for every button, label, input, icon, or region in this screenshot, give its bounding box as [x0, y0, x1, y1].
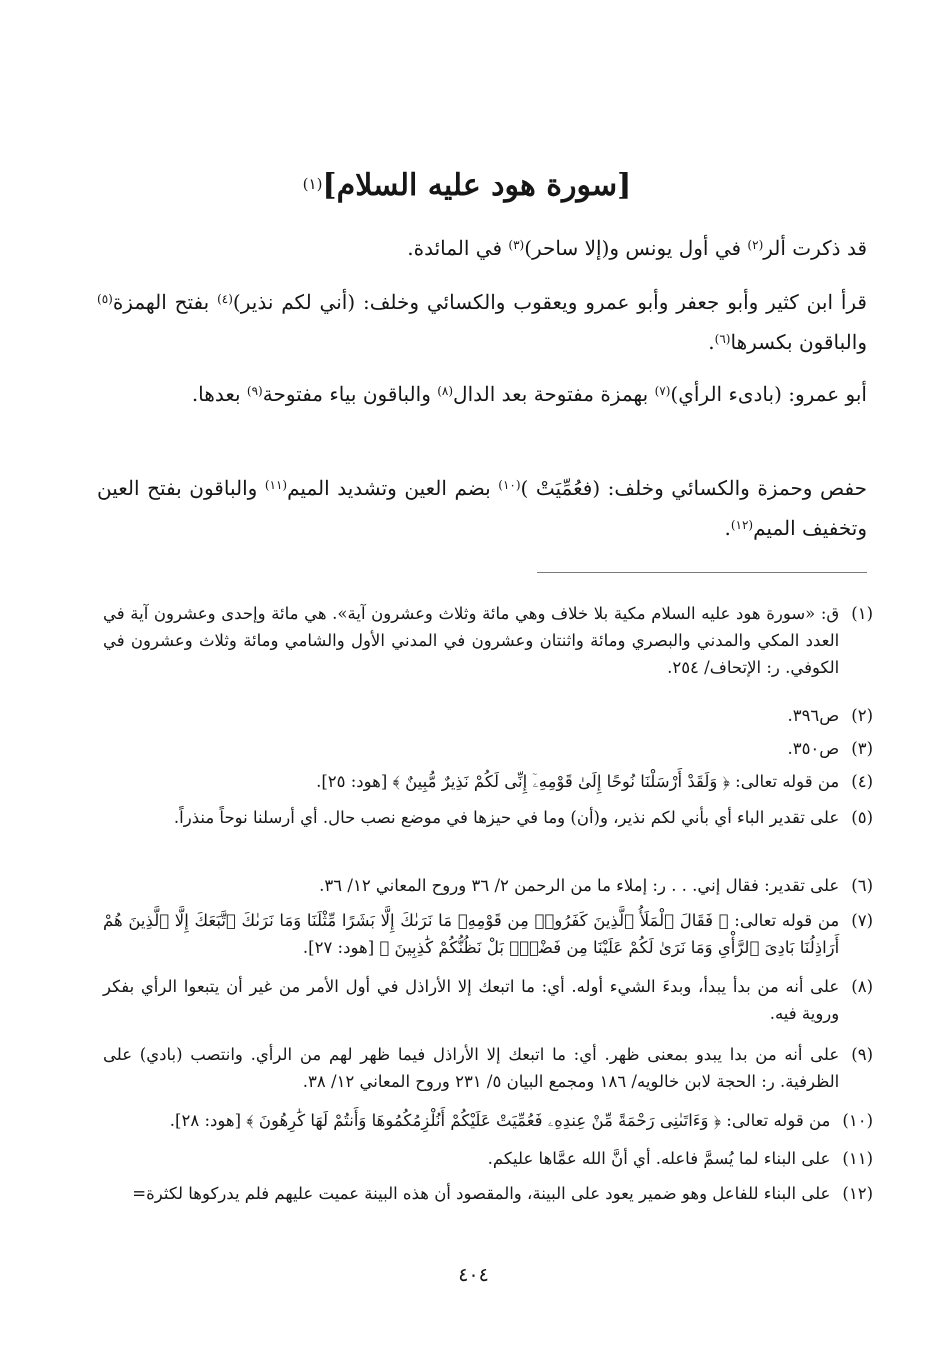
footnote-number: (٦) [851, 876, 873, 895]
paragraph-text: . [724, 516, 731, 540]
footnote-number: (٩) [851, 1045, 873, 1064]
title-footnote-ref: (١) [302, 175, 323, 193]
footnote-3 [103, 735, 873, 762]
paragraph-text: والباقون بياء مفتوحة [262, 382, 438, 406]
paragraph-text: بضم العين وتشديد الميم [287, 476, 499, 500]
footnote-separator [537, 572, 867, 573]
paragraph-3 [97, 374, 867, 414]
footnote-5 [103, 804, 873, 831]
footnote-ref: (٤) [217, 292, 233, 306]
footnote-number: (٣) [851, 739, 873, 758]
footnote-number: (١٠) [842, 1111, 873, 1130]
paragraph-text: . [708, 330, 715, 354]
paragraph-text: بفتح الهمزة [112, 290, 218, 314]
paragraph-2 [97, 282, 867, 362]
paragraph-text: قرأ ابن كثير وأبو جعفر وأبو عمرو ويعقوب والكسائي وخلف: (أني لكم نذير) [232, 290, 867, 314]
footnote-number: (٧) [851, 911, 873, 930]
footnote-number: (١) [851, 604, 873, 623]
footnote-10 [103, 1107, 873, 1134]
footnote-number: (٢) [851, 706, 873, 725]
footnote-11 [103, 1145, 873, 1172]
footnote-ref: (١٠) [498, 478, 521, 492]
paragraph-text: والباقون بكسرها [730, 330, 867, 354]
footnote-ref: (١٢) [730, 518, 754, 532]
footnote-12 [103, 1180, 873, 1207]
footnote-text: على تقدير: فقال إني. . . ر: إملاء ما من الرحمن ٢/ ٣٦ وروح المعاني ١٢/ ٣٦. [319, 876, 840, 895]
paragraph-text: حفص وحمزة والكسائي وخلف: (فعُمِّيَتْ ) [520, 476, 867, 500]
paragraph-text: في المائدة. [407, 236, 509, 260]
footnote-ref: (٩) [246, 384, 263, 398]
page-number: ٤٠٤ [458, 1264, 489, 1286]
footnote-text: على تقدير الباء أي بأني لكم نذير، و(أن) وما في حيزها في موضع نصب حال. أي أرسلنا نوحاً منذراً. [173, 808, 840, 827]
footnote-ref: (٧) [654, 384, 671, 398]
footnote-ref: (٣) [508, 238, 525, 252]
paragraph-text: قد ذكرت ألر [763, 236, 867, 260]
footnote-text: على أنه من بدا يبدو بمعنى ظهر. أي: ما اتبعك إلا الأراذل فيما ظهر لهم من الرأي. وانتصب (بادي) على الظرفية. ر: الحجة لابن خالويه/ ١٨٦ ومجمع البيان ٥/ ٢٣١ وروح المعاني ١٢/ ٣٨. [103, 1045, 840, 1091]
footnote-text: ق: «سورة هود عليه السلام مكية بلا خلاف وهي مائة وثلاث وعشرون آية». هي مائة وإحدى وعشرون آية في العدد المكي والمدني والبصري ومائة واثنتان وعشرون في المدني الأول والشامي ومائة وثلاث وعشرون في الكوفي. ر: الإتحاف/ ٢٥٤. [103, 604, 840, 677]
footnote-ref: (٢) [747, 238, 764, 252]
footnote-text: من قوله تعالى: ﴿ وَءَاتَىٰنِى رَحْمَةً مِّنْ عِندِهِۦ فَعُمِّيَتْ عَلَيْكُمْ أَنُلْزِمُكُمُوهَا وَأَنتُمْ لَهَا كَٰرِهُونَ ﴾ [هود: ٢٨]. [169, 1111, 831, 1130]
footnote-text: ص٣٩٦. [787, 706, 840, 725]
footnote-4 [103, 768, 873, 795]
footnote-7 [103, 907, 873, 961]
footnote-number: (٥) [851, 808, 873, 827]
footnote-6 [103, 872, 873, 899]
footnote-ref: (١١) [264, 478, 288, 492]
footnote-text: على البناء لما يُسمَّ فاعله. أي أنَّ الله عمَّاها عليكم. [487, 1149, 831, 1168]
paragraph-text: والباقون بفتح العين وتخفيف الميم [97, 476, 867, 540]
paragraph-1 [97, 228, 867, 268]
footnote-1 [103, 600, 873, 681]
footnote-number: (٤) [851, 772, 873, 791]
paragraph-text: أبو عمرو: (بادىء الرأي) [670, 382, 867, 406]
footnote-number: (١١) [842, 1149, 873, 1168]
paragraph-text: بهمزة مفتوحة بعد الدال [453, 382, 655, 406]
footnote-text: من قوله تعالى: ﴿ وَلَقَدْ أَرْسَلْنَا نُوحًا إِلَىٰ قَوْمِهِۦٓ إِنِّى لَكُمْ نَذِيرٌ مُّبِينٌ ﴾ [هود: ٢٥]. [316, 772, 840, 791]
footnote-ref: (٥) [97, 292, 113, 306]
paragraph-text: في أول يونس و(إلا ساحر) [524, 236, 748, 260]
surah-title-text: [سورة هود عليه السلام] [322, 168, 632, 203]
paragraph-4 [97, 468, 867, 548]
footnote-ref: (٨) [437, 384, 454, 398]
footnote-ref: (٦) [714, 332, 731, 346]
footnote-text: ص٣٥٠. [787, 739, 840, 758]
footnote-number: (٨) [851, 977, 873, 996]
paragraph-text: بعدها. [191, 382, 247, 406]
footnote-text: من قوله تعالى: ﴿ فَقَالَ ٱلْمَلَأُ ٱلَّذِينَ كَفَرُوا۟ مِن قَوْمِهِۦ مَا نَرَىٰكَ إِلَّا بَشَرًا مِّثْلَنَا وَمَا نَرَىٰكَ ٱتَّبَعَكَ إِلَّا ٱلَّذِينَ هُمْ أَرَاذِلُنَا بَادِىَ ٱلرَّأْىِ وَمَا نَرَىٰ لَكُمْ عَلَيْنَا مِن فَضْلٍۭ بَلْ نَظُنُّكُمْ كَٰذِبِينَ ﴾ [هود: ٢٧]. [103, 911, 840, 957]
footnote-text: على البناء للفاعل وهو ضمير يعود على البينة، والمقصود أن هذه البينة عميت عليهم فلم يدركوها لكثرة= [132, 1184, 831, 1203]
footnote-number: (١٢) [842, 1184, 873, 1203]
footnote-text: على أنه من بدأ يبدأ، وبدءَ الشيء أوله. أي: ما اتبعك إلا الأراذل في أول الأمر من غير أن يتبعوا الرأي بفكر وروية فيه. [103, 977, 840, 1023]
footnote-8 [103, 973, 873, 1027]
footnote-9 [103, 1041, 873, 1095]
footnote-2 [103, 702, 873, 729]
surah-title [287, 162, 647, 210]
